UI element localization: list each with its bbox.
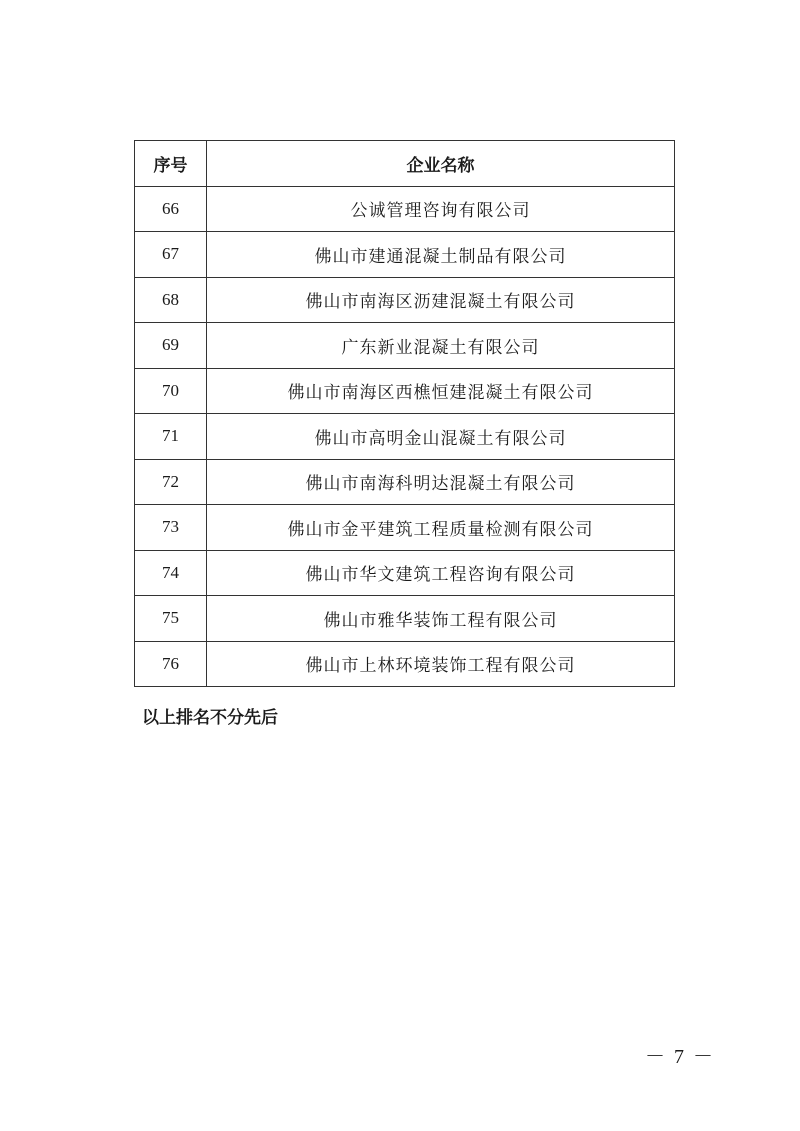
table-row	[135, 232, 675, 278]
row-number: 70	[135, 368, 207, 414]
table-row	[135, 414, 675, 460]
table-row	[135, 368, 675, 414]
table-row	[135, 277, 675, 323]
row-number: 66	[135, 186, 207, 232]
table-row	[135, 596, 675, 642]
table-row	[135, 641, 675, 687]
company-name: 佛山市上林环境装饰工程有限公司	[207, 641, 675, 687]
row-number: 69	[135, 323, 207, 369]
table-row	[135, 459, 675, 505]
company-name: 佛山市雅华装饰工程有限公司	[207, 596, 675, 642]
company-name: 佛山市华文建筑工程咨询有限公司	[207, 550, 675, 596]
table-header-row	[135, 141, 675, 187]
company-name: 佛山市建通混凝土制品有限公司	[207, 232, 675, 278]
company-name: 佛山市南海区西樵恒建混凝土有限公司	[207, 368, 675, 414]
row-number: 71	[135, 414, 207, 460]
row-number: 68	[135, 277, 207, 323]
table-row	[135, 186, 675, 232]
ranking-note: 以上排名不分先后	[142, 708, 278, 728]
company-name: 公诚管理咨询有限公司	[207, 186, 675, 232]
company-name: 佛山市南海区沥建混凝土有限公司	[207, 277, 675, 323]
row-number: 67	[135, 232, 207, 278]
enterprise-table	[134, 140, 675, 687]
table-row	[135, 550, 675, 596]
table-row	[135, 323, 675, 369]
column-header-name: 企业名称	[207, 141, 675, 187]
page-number: － 7 －	[645, 1046, 715, 1068]
company-name: 广东新业混凝土有限公司	[207, 323, 675, 369]
row-number: 75	[135, 596, 207, 642]
company-name: 佛山市南海科明达混凝土有限公司	[207, 459, 675, 505]
row-number: 72	[135, 459, 207, 505]
company-name: 佛山市金平建筑工程质量检测有限公司	[207, 505, 675, 551]
column-header-number: 序号	[135, 141, 207, 187]
row-number: 73	[135, 505, 207, 551]
row-number: 74	[135, 550, 207, 596]
table-row	[135, 505, 675, 551]
row-number: 76	[135, 641, 207, 687]
company-name: 佛山市高明金山混凝土有限公司	[207, 414, 675, 460]
